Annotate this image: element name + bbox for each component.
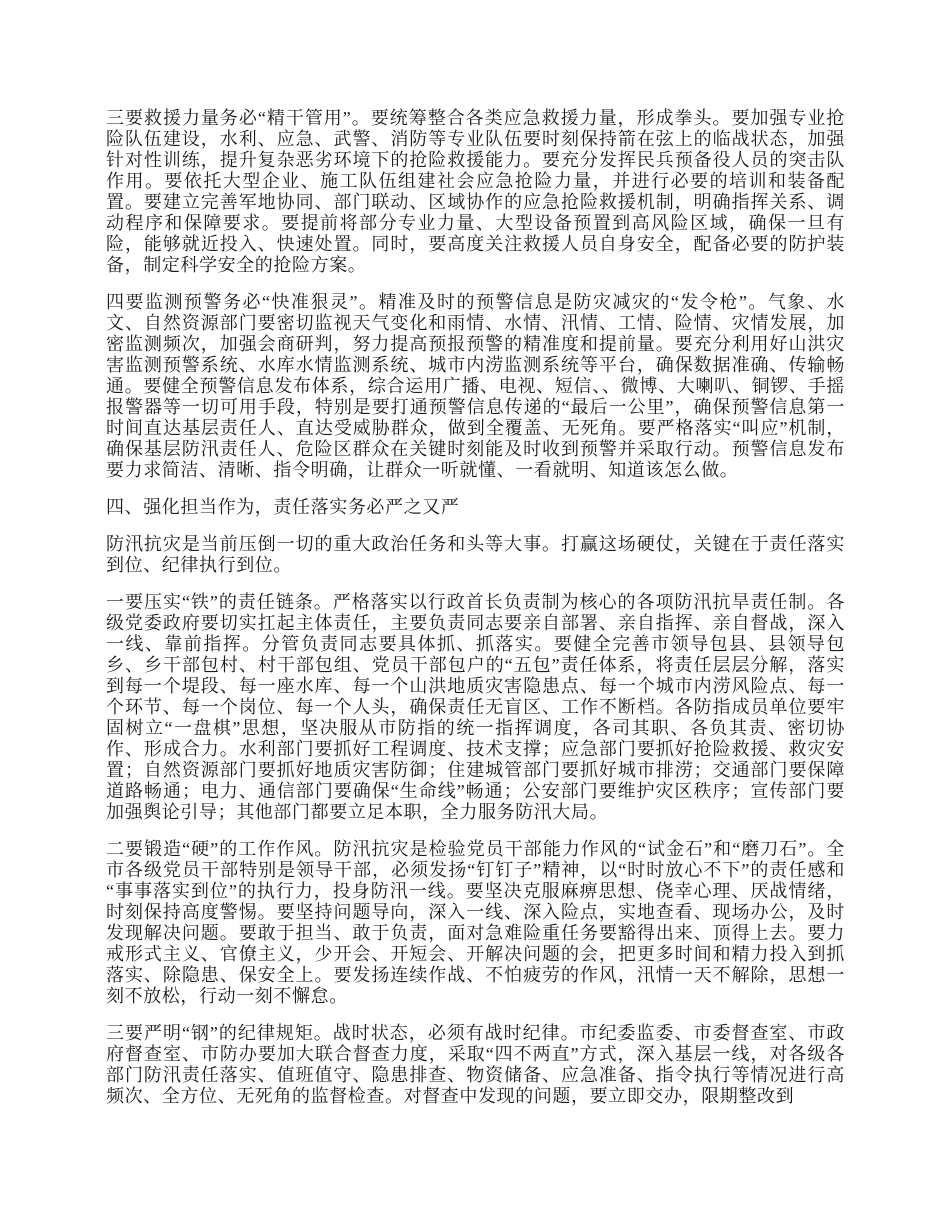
- section-heading-responsibility: 四、强化担当作为，责任落实务必严之又严: [106, 497, 460, 517]
- paragraph-monitoring-warning: 四要监测预警务必“快准狠灵”。精准及时的预警信息是防灾减灾的“发令枪”。气象、水文、自然资源部门要密切监视天气变化和雨情、水情、汛情、工情、险情、灾情发展，加密监测频次，加强会商研判，努力提高预报预警的精准度和提前量。要充分利用好山洪灾害监测预警系统、水库水情监测系统、城市内涝监测系统等平台，确保数据准确、传输畅通。要健全预警信息发布体系，综合运用广播、电视、短信、、微博、大喇叭、铜锣、手摇报警器等一切可用手段，特别是要打通预警信息传递的“最后一公里”，确保预警信息第一时间直达基层责任人、直达受威胁群众，做到全覆盖、无死角。要严格落实“叫应”机制，确保基层防汛责任人、危险区群众在关键时刻能及时收到预警并采取行动。预警信息发布要力求简洁、清晰、指令明确，让群众一听就懂、一看就明、知道该怎么做。: [106, 292, 845, 480]
- paragraph-hard-work-style: 二要锻造“硬”的工作作风。防汛抗灾是检验党员干部能力作风的“试金石”和“磨刀石”。全市各级党员干部特别是领导干部，必须发扬“钉钉子”精神，以“时时放心不下”的责任感和“事事落实到位”的执行力，投身防汛一线。要坚决克服麻痹思想、侥幸心理、厌战情绪，时刻保持高度警惕。要坚持问题导向，深入一线、深入险点，实地查看、现场办公，及时发现解决问题。要敢于担当、敢于负责，面对急难险重任务要豁得出来、顶得上去。要力戒形式主义、官僚主义，少开会、开短会、开解决问题的会，把更多时间和精力投入到抓落实、除隐患、保安全上。要发扬连续作战、不怕疲劳的作风，汛情一天不解除，思想一刻不放松，行动一刻不懈怠。: [106, 839, 845, 1006]
- paragraph-rescue-forces: 三要救援力量务必“精干管用”。要统筹整合各类应急救援力量，形成拳头。要加强专业抢险队伍建设，水利、应急、武警、消防等专业队伍要时刻保持箭在弦上的临战状态，加强针对性训练，提升复杂恶劣环境下的抢险救援能力。要充分发挥民兵预备役人员的突击队作用。要依托大型企业、施工队伍组建社会应急抢险力量，并进行必要的培训和装备配置。要建立完善军地协同、部门联动、区域协作的应急抢险救援机制，明确指挥关系、调动程序和保障要求。要提前将部分专业力量、大型设备预置到高风险区域，确保一旦有险，能够就近投入、快速处置。同时，要高度关注救援人员自身安全，配备必要的防护装备，制定科学安全的抢险方案。: [106, 108, 845, 275]
- paragraph-iron-responsibility-chain: 一要压实“铁”的责任链条。严格落实以行政首长负责制为核心的各项防汛抗旱责任制。各级党委政府要切实扛起主体责任，主要负责同志要亲自部署、亲自指挥、亲自督战，深入一线、靠前指挥。分管负责同志要具体抓、抓落实。要健全完善市领导包县、县领导包乡、乡干部包村、村干部包组、党员干部包户的“五包”责任体系，将责任层层分解，落实到每一个堤段、每一座水库、每一个山洪地质灾害隐患点、每一个城市内涝风险点、每一个环节、每一个岗位、每一个人头，确保责任无盲区、工作不断档。各防指成员单位要牢固树立“一盘棋”思想，坚决服从市防指的统一指挥调度，各司其职、各负其责、密切协作、形成合力。水利部门要抓好工程调度、技术支撑；应急部门要抓好抢险救援、救灾安置；自然资源部门要抓好地质灾害防御；住建城管部门要抓好城市排涝；交通部门要保障道路畅通；电力、通信部门要确保“生命线”畅通；公安部门要维护灾区秩序；宣传部门要加强舆论引导；其他部门都要立足本职，全力服务防汛大局。: [106, 592, 845, 822]
- paragraph-political-task: 防汛抗灾是当前压倒一切的重大政治任务和头等大事。打赢这场硬仗，关键在于责任落实到位、纪律执行到位。: [106, 534, 845, 575]
- paragraph-steel-discipline: 三要严明“钢”的纪律规矩。战时状态，必须有战时纪律。市纪委监委、市委督查室、市政府督查室、市防办要加大联合督查力度，采取“四不两直”方式，深入基层一线，对各级各部门防汛责任落实、值班值守、隐患排查、物资储备、应急准备、指令执行等情况进行高频次、全方位、无死角的监督检查。对督查中发现的问题，要立即交办，限期整改到: [106, 1023, 845, 1106]
